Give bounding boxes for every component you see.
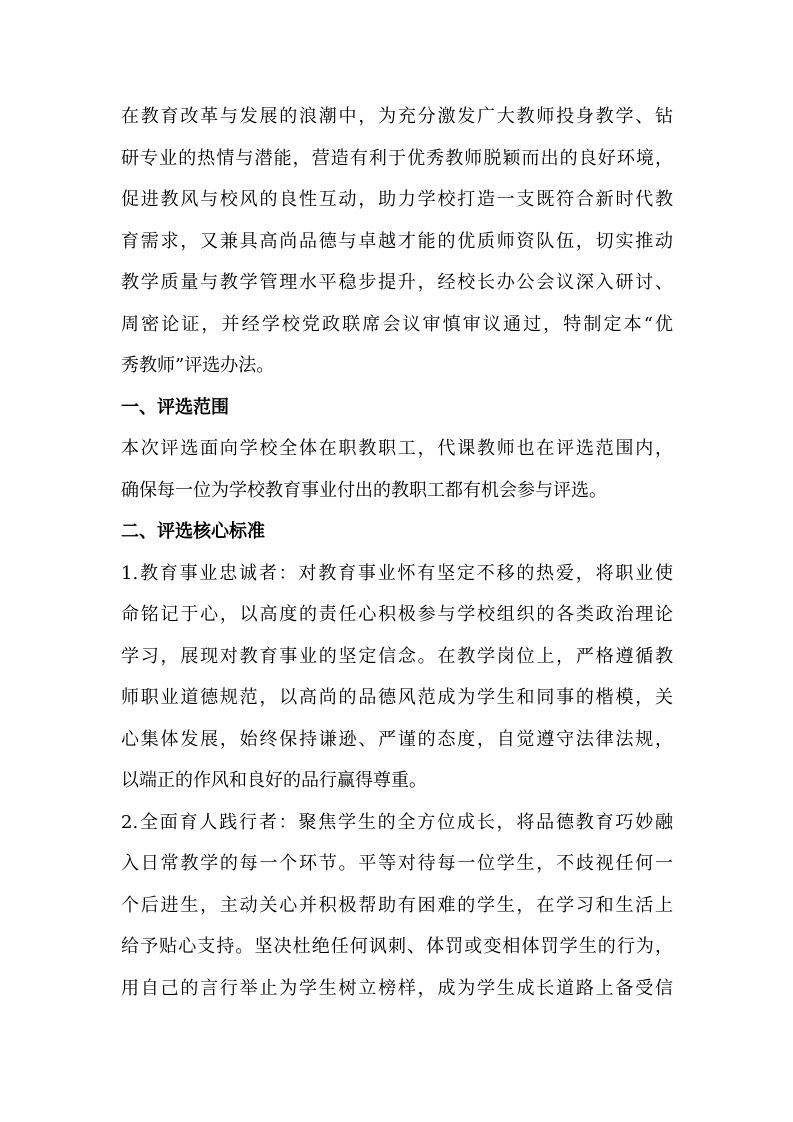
text-line: 秀教师”评选办法。	[121, 355, 275, 376]
text-line: 确保每一位为学校教育事业付出的教职工都有机会参与评选。	[121, 479, 607, 501]
intro-paragraph	[121, 96, 673, 387]
text-line: 学习，展现对教育事业的坚定信念。在教学岗位上，严格遵循教	[121, 645, 673, 667]
document-body	[121, 96, 673, 1009]
text-line: 1.教育事业忠诚者：对教育事业怀有坚定不移的热爱，将职业使	[121, 562, 673, 584]
text-line: 给予贴心支持。坚决杜绝任何讽刺、体罚或变相体罚学生的行为，	[121, 936, 673, 957]
criterion-1-paragraph	[121, 553, 673, 802]
text-line: 周密论证，并经学校党政联席会议审慎审议通过，特制定本“优	[121, 313, 673, 335]
text-line: 育需求，又兼具高尚品德与卓越才能的优质师资队伍，切实推动	[121, 230, 673, 252]
section-heading-criteria: 二、评选核心标准	[121, 521, 265, 542]
text-line: 心集体发展，始终保持谦逊、严谨的态度，自觉遵守法律法规，	[121, 728, 673, 750]
text-line: 师职业道德规范，以高尚的品德风范成为学生和同事的楷模，关	[121, 687, 673, 708]
criterion-2-paragraph	[121, 802, 673, 1010]
text-line: 在教育改革与发展的浪潮中，为充分激发广大教师投身教学、钻	[121, 106, 673, 127]
section-heading-scope: 一、评选范围	[121, 396, 229, 418]
text-line: 个后进生，主动关心并积极帮助有困难的学生，在学习和生活上	[121, 894, 673, 916]
text-line: 2.全面育人践行者：聚焦学生的全方位成长，将品德教育巧妙融	[121, 811, 673, 833]
text-line: 教学质量与教学管理水平稳步提升，经校长办公会议深入研讨、	[121, 272, 673, 293]
text-line: 入日常教学的每一个环节。平等对待每一位学生，不歧视任何一	[121, 853, 673, 874]
scope-paragraph	[121, 428, 673, 511]
text-line: 以端正的作风和良好的品行赢得尊重。	[121, 770, 427, 791]
text-line: 促进教风与校风的良性互动，助力学校打造一支既符合新时代教	[121, 189, 673, 210]
text-line: 研专业的热情与潜能，营造有利于优秀教师脱颖而出的良好环境，	[121, 147, 673, 169]
text-line: 用自己的言行举止为学生树立榜样，成为学生成长道路上备受信	[121, 977, 673, 999]
text-line: 本次评选面向学校全体在职教职工，代课教师也在评选范围内，	[121, 438, 673, 459]
text-line: 命铭记于心，以高度的责任心积极参与学校组织的各类政治理论	[121, 604, 673, 625]
